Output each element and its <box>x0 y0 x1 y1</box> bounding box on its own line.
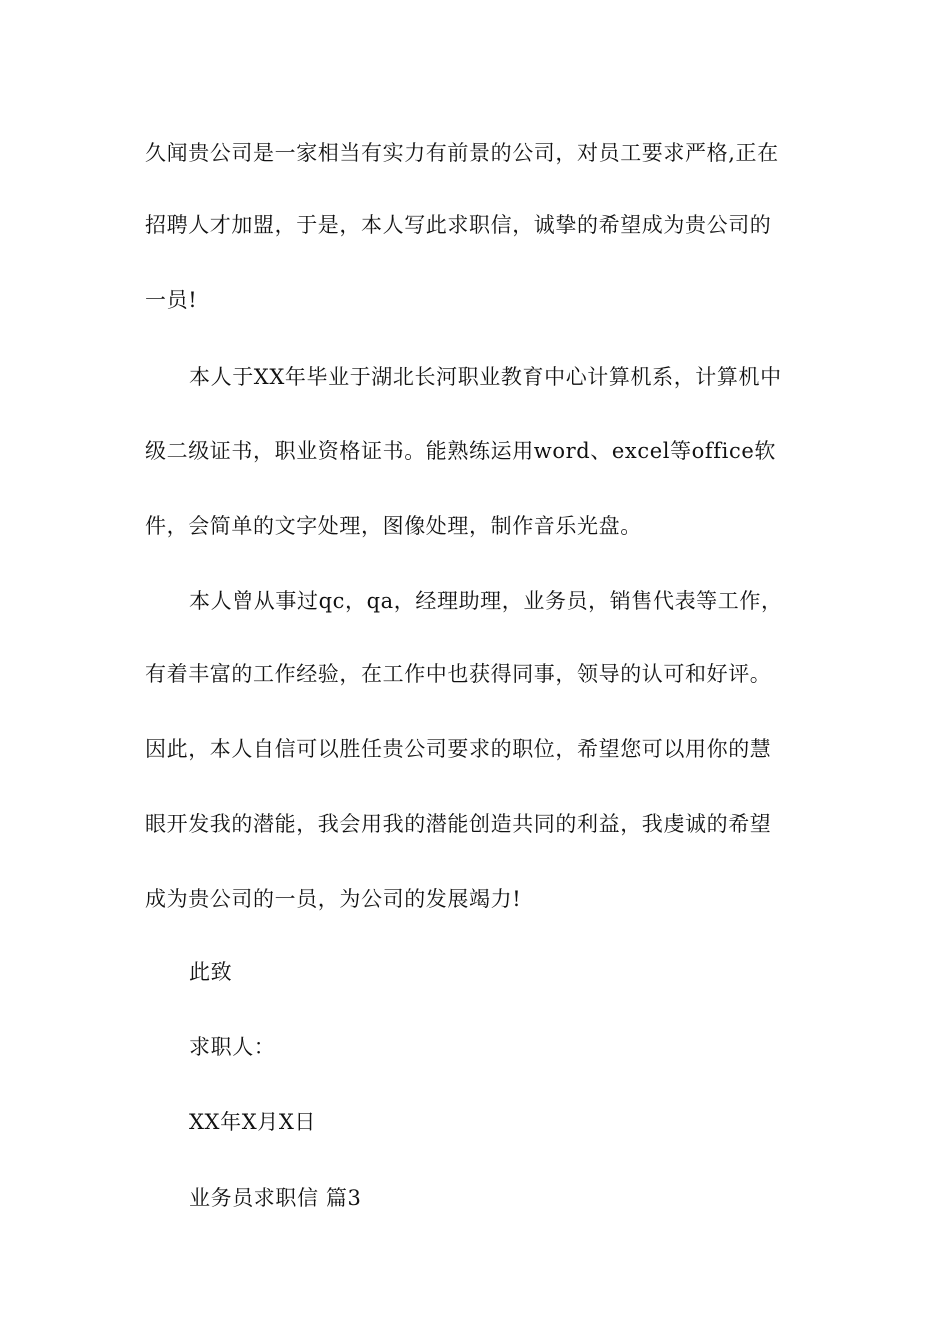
paragraph-3-line-4: 眼开发我的潜能，我会用我的潜能创造共同的利益，我虔诚的希望 <box>145 812 772 836</box>
signature-label: 求职人： <box>189 1035 276 1059</box>
next-section-heading: 业务员求职信 篇3 <box>189 1186 362 1210</box>
paragraph-3-line-5: 成为贵公司的一员，为公司的发展竭力! <box>145 887 522 911</box>
paragraph-3-line-1: 本人曾从事过qc，qa，经理助理，业务员，销售代表等工作， <box>189 589 783 613</box>
paragraph-1-line-3: 一员! <box>145 288 198 312</box>
paragraph-2-line-3: 件，会简单的文字处理，图像处理，制作音乐光盘。 <box>145 514 642 538</box>
paragraph-1-line-1: 久闻贵公司是一家相当有实力有前景的公司，对员工要求严格,正在 <box>145 141 779 165</box>
closing-salutation: 此致 <box>189 960 233 984</box>
paragraph-2-line-1: 本人于XX年毕业于湖北长河职业教育中心计算机系，计算机中 <box>189 365 782 389</box>
paragraph-1-line-2: 招聘人才加盟，于是，本人写此求职信，诚挚的希望成为贵公司的 <box>145 213 772 237</box>
paragraph-3-line-2: 有着丰富的工作经验，在工作中也获得同事，领导的认可和好评。 <box>145 662 772 686</box>
paragraph-3-line-3: 因此，本人自信可以胜任贵公司要求的职位，希望您可以用你的慧 <box>145 737 772 761</box>
paragraph-2-line-2: 级二级证书，职业资格证书。能熟练运用word、excel等office软 <box>145 439 776 463</box>
date-line: XX年X月X日 <box>189 1110 317 1134</box>
